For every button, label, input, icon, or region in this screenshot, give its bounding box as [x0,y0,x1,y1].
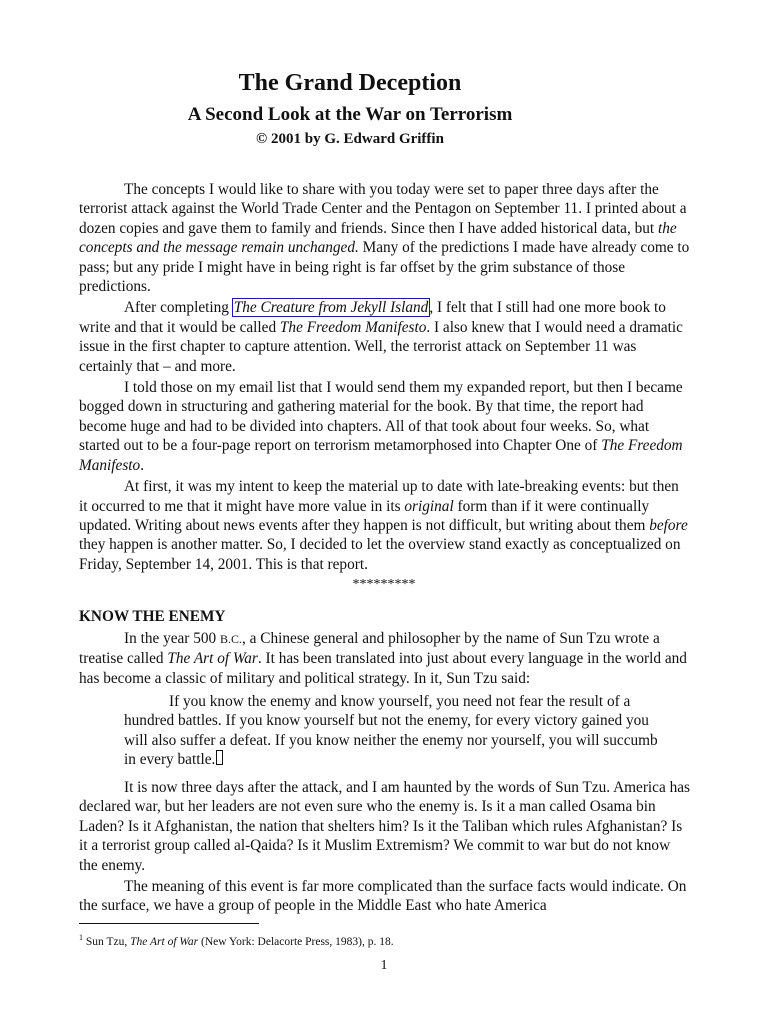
section-body-continued [79,778,691,916]
paragraph-2 [79,298,691,376]
paragraph-text: , I felt that I still had one more book to write and that it would be called [79,299,666,336]
quote-text: If you know the enemy and know yourself, you need not fear the result of a hundred battles. If you know yourself but not the enemy, for every victory gained you will also suffer a defeat. If you know neither the enemy nor yourself, you will succumb in every battle. [124,693,658,769]
book-title-text: The Freedom Manifesto [279,318,427,336]
section-separator: ********* [352,577,416,592]
section-body [79,629,691,688]
paragraph-1 [79,180,691,296]
paragraph-text: In the year 500 [124,630,220,647]
footnote [79,933,394,948]
document-title: The Grand Deception [238,70,462,96]
emphasis-text: original [404,497,454,515]
paragraph-text: The concepts I would like to share with you today were set to paper three days after the terrorist attack against the World Trade Center and the Pentagon on September 11. I printed about a dozen copies and gave them to family and friends. Since then I have added historical data, but [79,181,687,237]
footnote-text: (New York: Delacorte Press, 1983), p. 18. [198,935,394,948]
copyright-line: © 2001 by G. Edward Griffin [256,131,444,147]
quote-paragraph [124,692,664,770]
book-title-text: The Art of War [167,650,258,668]
paragraph-text: After completing [124,299,233,317]
footnote-marker[interactable] [216,750,223,765]
paragraph-text: I told those on my email list that I would send them my expanded report, but then I became bogged down in structuring and gathering material for the book. By that time, the report had become huge and had to be divided into chapters. All of that took about four weeks. So, what started out to be a four-page report on terrorism metamorphosed into Chapter One of [79,379,683,455]
paragraph-7: The meaning of this event is far more complicated than the surface facts would indicate. On the surface, we have a group of people in the Middle East who hate America [79,878,687,915]
footnote-text: Sun Tzu, [83,935,131,948]
paragraph-text: they happen is another matter. So, I decided to let the overview stand exactly as conceptualized on Friday, September 14, 2001. This is that report. [79,536,681,573]
paragraph-4 [79,477,691,574]
emphasis-text: before [649,516,688,534]
book-title-text: The Freedom Manifesto [79,437,683,474]
block-quote [124,692,664,770]
footnote-book-title: The Art of War [130,935,199,948]
document-subtitle: A Second Look at the War on Terrorism [187,104,513,125]
intro-section [79,180,691,574]
section-heading: KNOW THE ENEMY [79,608,226,625]
paragraph-text: , a Chinese general and philosopher by the name of Sun Tzu wrote a treatise called [79,630,660,668]
paragraph-text: . [140,456,145,474]
paragraph-text: At first, it was my intent to keep the material up to date with late-breaking events: but then it occurred to me that it might have more value in its [79,478,679,515]
paragraph-text: form than if it were continually updated. Writing about news events after they happen is not difficult, but writing about them [79,497,650,534]
footnote-divider [79,923,259,924]
paragraph-text: . I also knew that I would need a dramatic issue in the first chapter to capture attention. Well, the terrorist attack on September 11 was certainly that – and more. [79,318,683,375]
paragraph-text: . It has been translated into just about every language in the world and has become a classic of military and political strategy. In it, Sun Tzu said: [79,650,687,687]
paragraph-3 [79,378,691,475]
book-title-link[interactable]: The Creature from Jekyll Island [233,299,429,317]
emphasis-text: the concepts and the message remain unchanged. [79,219,677,257]
paragraph-text: Many of the predictions I made have already come to pass; but any pride I might have in being right is far offset by the grim substance of those predictions. [79,239,690,296]
era-abbreviation: B.C. [220,632,243,646]
paragraph-5 [79,629,691,688]
page-number: 1 [380,958,388,973]
paragraph-6: It is now three days after the attack, and I am haunted by the words of Sun Tzu. America has declared war, but her leaders are not even sure who the enemy is. Is it a man called Osama bin Laden? Is it Afghanistan, the nation that shelters him? Is it the Taliban which rules Afghanistan? Is it a terrorist group called al-Qaida? Is it Muslim Extremism? We commit to war but do not know the enemy. [79,779,690,874]
footnote-number: 1 [79,933,83,942]
